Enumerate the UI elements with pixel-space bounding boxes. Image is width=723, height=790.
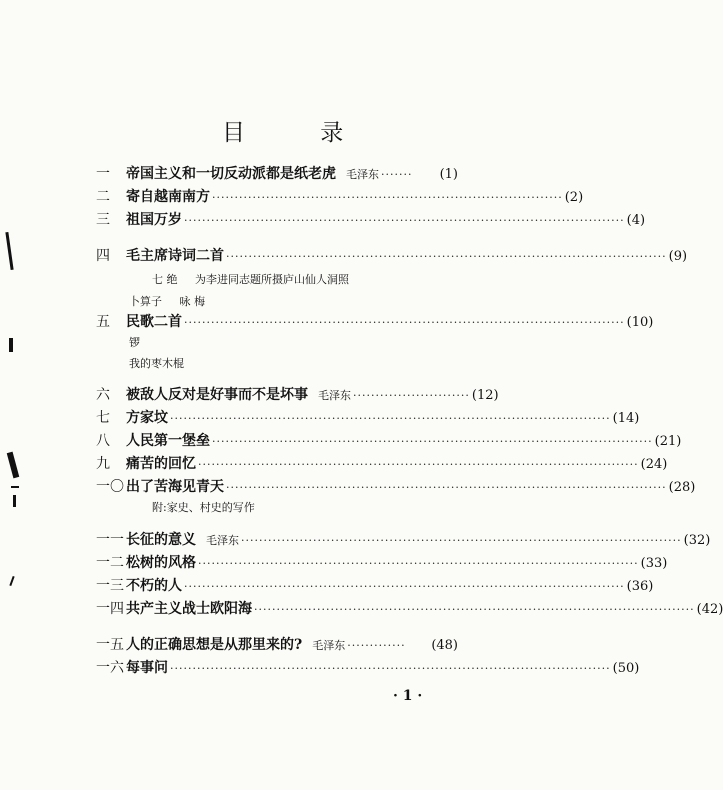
toc-entry[interactable] — [96, 657, 640, 679]
entry-page: (33) — [640, 556, 668, 571]
entry-page: (9) — [668, 249, 688, 264]
entry-page: (10) — [626, 315, 654, 330]
toc-entry[interactable] — [96, 634, 458, 656]
entry-number: 一三 — [96, 578, 124, 594]
leader-dots: ·································································································· — [226, 250, 667, 263]
subentry-song-1: 锣 — [129, 336, 140, 349]
leader-dots: ·································································································· — [198, 557, 639, 570]
leader-dots: ············· — [347, 639, 406, 652]
subentry-poem-2 — [129, 293, 219, 309]
toc-entry[interactable] — [96, 245, 688, 267]
entry-page: (24) — [640, 457, 668, 472]
entry-page: (14) — [612, 411, 640, 426]
subentry-appendix: 附:家史、村史的写作 — [152, 501, 255, 514]
entry-title: 祖国万岁 — [126, 212, 182, 228]
entry-number: 一 — [96, 166, 110, 182]
entry-title: 寄自越南南方 — [126, 189, 210, 205]
scan-mark — [13, 495, 16, 507]
toc-entry[interactable] — [96, 407, 640, 429]
leader-dots: ·································································································· — [226, 481, 667, 494]
entry-number: 七 — [96, 410, 110, 426]
toc-entry[interactable] — [96, 476, 696, 498]
leader-dots: ·································································································· — [170, 662, 611, 675]
entry-title: 长征的意义 — [126, 532, 196, 548]
entry-number: 一五 — [96, 637, 124, 653]
entry-number: 八 — [96, 433, 110, 449]
entry-page: (50) — [612, 661, 640, 676]
scan-mark — [9, 576, 14, 586]
subentry-form: 七 绝 — [152, 273, 178, 286]
entry-title: 民歌二首 — [126, 314, 182, 330]
entry-number: 四 — [96, 248, 110, 264]
entry-title: 松树的风格 — [126, 555, 196, 571]
leader-dots: ·································································································· — [184, 316, 625, 329]
entry-page: (28) — [668, 480, 696, 495]
toc-entry[interactable] — [96, 384, 499, 406]
scan-mark — [5, 232, 13, 270]
entry-page: (32) — [683, 533, 711, 548]
toc-entry[interactable] — [96, 163, 458, 185]
toc-entry[interactable] — [96, 453, 668, 475]
entry-page: (12) — [471, 388, 499, 403]
subentry-title: 为李进同志题所摄庐山仙人洞照 — [195, 273, 349, 286]
entry-number: 五 — [96, 314, 110, 330]
entry-page: (2) — [564, 190, 584, 205]
leader-dots: ·································································································· — [254, 603, 695, 616]
toc-entry[interactable] — [96, 311, 654, 333]
toc-entry[interactable] — [96, 598, 723, 620]
entry-page: (36) — [626, 579, 654, 594]
page-number: · 1 · — [393, 688, 423, 704]
leader-dots: ·································································································· — [198, 458, 639, 471]
toc-entry[interactable] — [96, 209, 646, 231]
page-title: 目 录 — [222, 120, 378, 146]
leader-dots: ·································································································· — [184, 214, 625, 227]
toc-entry[interactable] — [96, 552, 668, 574]
leader-dots: ·································································································· — [241, 534, 682, 547]
leader-dots: ·························· — [353, 389, 470, 402]
entry-author: 毛泽东 — [206, 534, 239, 547]
scan-mark — [7, 452, 20, 479]
entry-title: 被敌人反对是好事而不是坏事 — [126, 387, 308, 403]
toc-entry[interactable] — [96, 186, 584, 208]
entry-number: 一〇 — [96, 479, 124, 495]
entry-number: 一二 — [96, 555, 124, 571]
scan-mark — [9, 338, 13, 352]
entry-number: 一一 — [96, 532, 124, 548]
leader-dots: ·································································································· — [170, 412, 611, 425]
entry-number: 二 — [96, 189, 110, 205]
subentry-title: 咏 梅 — [179, 295, 205, 308]
entry-title: 人的正确思想是从那里来的? — [126, 637, 303, 653]
entry-title: 毛主席诗词二首 — [126, 248, 224, 264]
leader-dots: ·············································································· — [212, 191, 563, 204]
entry-title: 出了苦海见青天 — [126, 479, 224, 495]
leader-dots: ·································································································· — [184, 580, 625, 593]
entry-number: 一六 — [96, 660, 124, 676]
entry-number: 一四 — [96, 601, 124, 617]
entry-number: 九 — [96, 456, 110, 472]
entry-title: 痛苦的回忆 — [126, 456, 196, 472]
entry-author: 毛泽东 — [346, 168, 379, 181]
entry-title: 帝国主义和一切反动派都是纸老虎 — [126, 166, 336, 182]
entry-page: (42) — [696, 602, 723, 617]
entry-title: 每事问 — [126, 660, 168, 676]
entry-number: 六 — [96, 387, 110, 403]
entry-author: 毛泽东 — [318, 389, 351, 402]
toc-entry[interactable] — [96, 430, 682, 452]
entry-page: (4) — [626, 213, 646, 228]
entry-title: 方家坟 — [126, 410, 168, 426]
toc-entry[interactable] — [96, 575, 654, 597]
entry-page: (48) — [431, 638, 458, 653]
leader-dots: ······· — [381, 168, 413, 181]
leader-dots: ·································································································· — [212, 435, 653, 448]
subentry-song-2: 我的枣木棍 — [129, 357, 184, 370]
entry-author: 毛泽东 — [312, 639, 346, 652]
entry-number: 三 — [96, 212, 110, 228]
scan-mark — [11, 486, 19, 488]
entry-title: 人民第一堡垒 — [126, 433, 210, 449]
entry-title: 不朽的人 — [126, 578, 182, 594]
entry-page: (1) — [439, 167, 458, 182]
subentry-poem-1 — [152, 271, 363, 287]
entry-page: (21) — [654, 434, 682, 449]
toc-entry[interactable] — [96, 529, 711, 551]
subentry-form: 卜算子 — [129, 295, 162, 308]
entry-title: 共产主义战士欧阳海 — [126, 601, 252, 617]
